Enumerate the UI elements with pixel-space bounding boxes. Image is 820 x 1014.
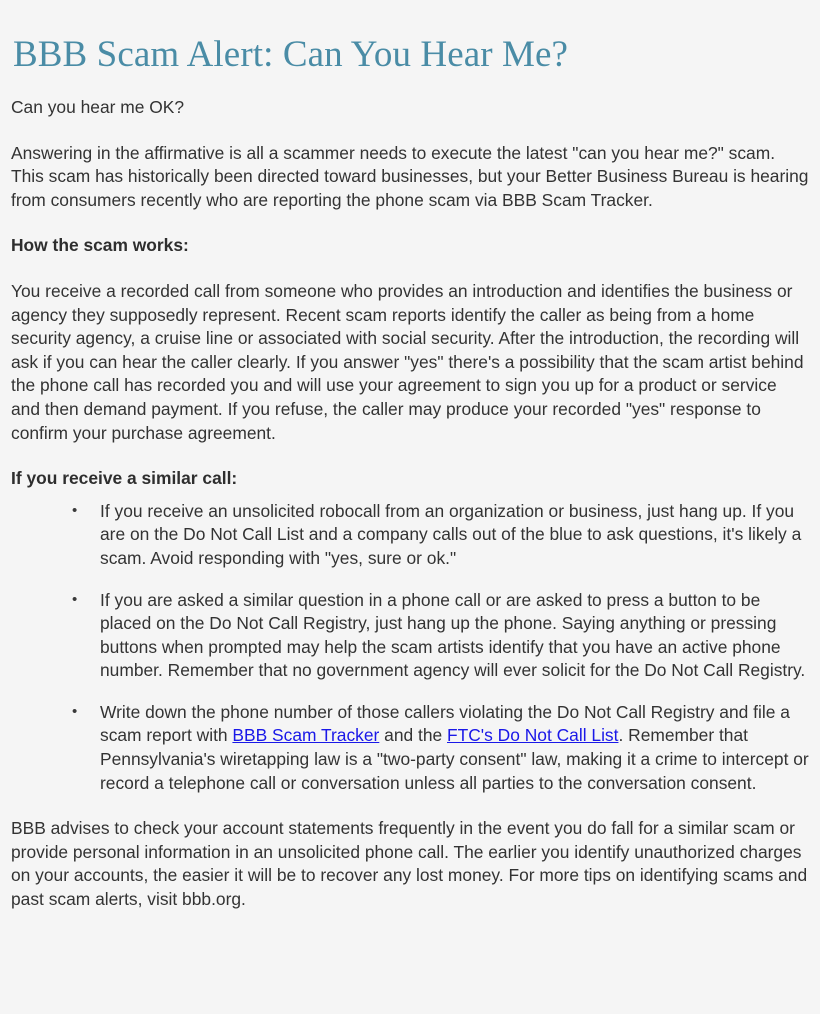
heading-if-you-receive-a-similar-call: If you receive a similar call: bbox=[11, 468, 238, 489]
spacer bbox=[11, 491, 810, 500]
list-item bbox=[11, 701, 810, 795]
list-item-text-middle: and the bbox=[379, 725, 447, 746]
list-item-text: If you are asked a similar question in a phone call or are asked to press a button to be placed on the Do Not Call Registry, just hang up the phone. Saying anything or pressing buttons when prompted may help the scam artists identify that you have an active phone number. Remember that no government agency will ever solicit for the Do Not Call Registry. bbox=[100, 589, 806, 681]
list-item-text-prefix: Write down the phone number of those callers violating the Do Not Call Registry and file a scam report with bbox=[100, 701, 790, 746]
intro-question: Can you hear me OK? bbox=[11, 97, 185, 117]
list-item-text-suffix: . Remember that Pennsylvania's wiretapping law is a "two-party consent" law, making it a crime to intercept or record a telephone call or conversation unless all parties to the conversation consent. bbox=[100, 725, 809, 793]
list-item bbox=[11, 589, 810, 683]
ftc-do-not-call-list-link[interactable]: FTC's Do Not Call List bbox=[447, 725, 619, 746]
spacer bbox=[11, 120, 810, 142]
list-item-text: If you receive an unsolicited robocall from an organization or business, just hang up. If you are on the Do Not Call List and a company calls out of the blue to ask questions, it's likely a scam. Avoid responding with "yes, sure or ok." bbox=[100, 500, 802, 568]
spacer bbox=[11, 445, 810, 467]
tips-list bbox=[11, 500, 810, 796]
paragraph-closing: BBB advises to check your account statements frequently in the event you do fall for a similar scam or provide personal information in an unsolicited phone call. The earlier you identify unauthorized charges on your accounts, the easier it will be to recover any lost money. For more tips on identifying scams and past scam alerts, visit bbb.org. bbox=[11, 818, 808, 910]
paragraph-how-it-works: You receive a recorded call from someone who provides an introduction and identifies the business or agency they supposedly represent. Recent scam reports identify the caller as being from a home security agency, a cruise line or associated with social security. After the introduction, the recording will ask if you can hear the caller clearly. If you answer "yes" there's a possibility that the scam artist behind the phone call has recorded you and will use your agreement to sign you up for a product or service and then demand payment. If you refuse, the caller may produce your recorded "yes" response to confirm your purchase agreement. bbox=[11, 280, 804, 443]
heading-how-the-scam-works: How the scam works: bbox=[11, 235, 189, 256]
page-title: BBB Scam Alert: Can You Hear Me? bbox=[13, 34, 569, 75]
list-item bbox=[11, 500, 810, 571]
spacer bbox=[11, 795, 810, 817]
spacer bbox=[11, 258, 810, 280]
spacer bbox=[11, 73, 810, 96]
spacer bbox=[11, 212, 810, 234]
bbb-scam-tracker-link[interactable]: BBB Scam Tracker bbox=[232, 725, 380, 746]
paragraph-intro: Answering in the affirmative is all a scammer needs to execute the latest "can you hear me?" scam. This scam has historically been directed toward businesses, but your Better Business Bureau is hearing from consumers recently who are reporting the phone scam via BBB Scam Tracker. bbox=[11, 142, 809, 210]
